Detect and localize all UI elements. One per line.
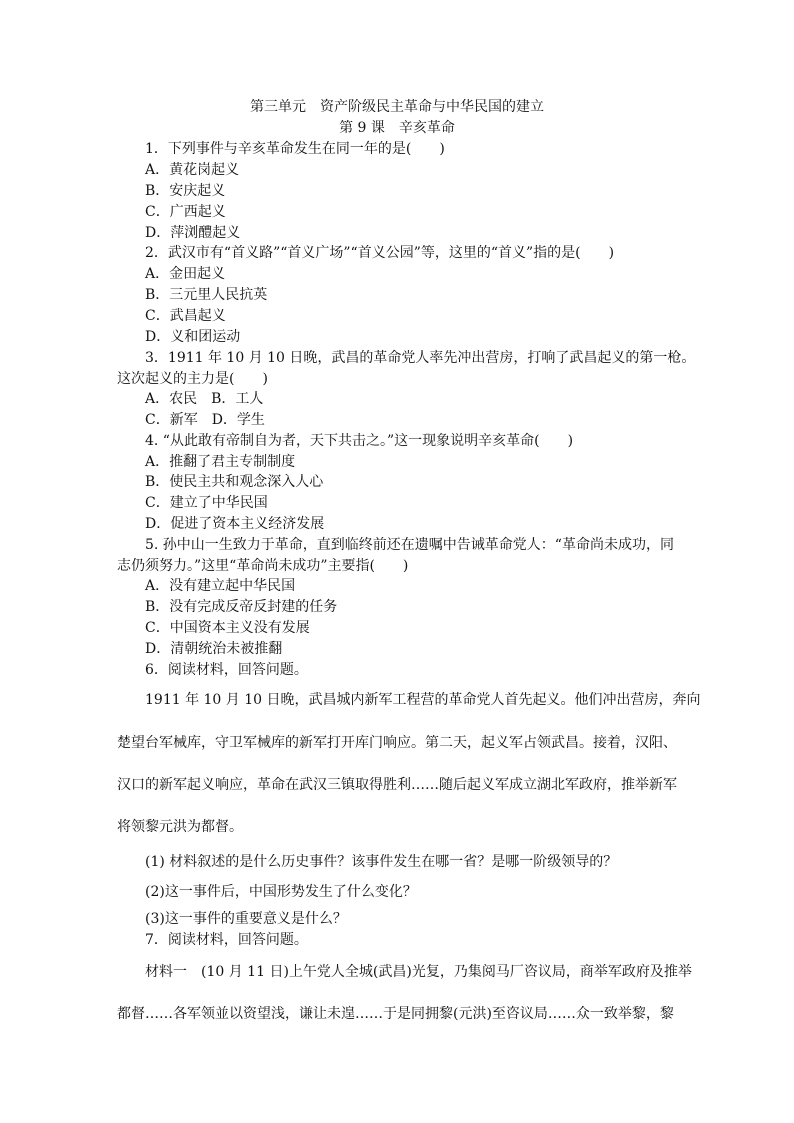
question-5-option-a: A．没有建立起中华民国 [145,578,296,594]
question-4-option-c: C．建立了中华民国 [145,495,268,511]
question-5-stem: 5. 孙中山一生致力于革命，直到临终前还在遗嘱中告诫革命党人：“革命尚未成功，同 [145,537,674,553]
question-6-material-line: 1911 年 10 月 10 日晚，武昌城内新军工程营的革命党人首先起义。他们冲出营房，奔向 [145,692,701,708]
question-2-option-d: D．义和团运动 [145,329,241,345]
question-7-material-line: 都督……各军领並以资望浅，谦让未遑……于是同拥黎(元洪)至咨议局……众一致举黎，黎 [117,1006,674,1022]
question-6-material-line: 汉口的新军起义响应，革命在武汉三镇取得胜利……随后起义军成立湖北军政府，推举新军 [117,777,677,793]
question-3-stem: 3．1911 年 10 月 10 日晚，武昌的革命党人率先冲出营房，打响了武昌起义的第一枪。 [145,350,696,366]
question-6-material-line: 楚望台军械库，守卫军械库的新军打开库门响应。第二天，起义军占领武昌。接着，汉阳、 [117,735,677,751]
question-6-material-line: 将领黎元洪为都督。 [117,819,243,835]
question-6-subquestion-1: (1) 材料叙述的是什么历史事件？该事件发生在哪一省？是哪一阶级领导的？ [145,854,618,870]
question-1-option-b: B．安庆起义 [145,183,226,199]
question-4-option-d: D．促进了资本主义经济发展 [145,516,325,532]
question-2-option-a: A．金田起义 [145,266,226,282]
question-3-options-cd: C．新军 D．学生 [145,412,265,428]
question-7-material-line: 材料一 (10 月 11 日)上午党人全城(武昌)光复，乃集阅马厂咨议局，商举军政府及推举 [145,964,692,980]
question-3-stem-continued: 这次起义的主力是( ) [117,371,268,387]
question-1-option-d: D．萍浏醴起义 [145,225,241,241]
question-2-stem: 2．武汉市有“首义路”“首义广场”“首义公园”等，这里的“首义”指的是( ) [145,245,615,261]
question-4-option-a: A．推翻了君主专制制度 [145,454,296,470]
question-1-option-a: A．黄花岗起义 [145,162,240,178]
question-6-stem: 6．阅读材料，回答问题。 [145,662,308,678]
question-1-stem: 1．下列事件与辛亥革命发生在同一年的是( ) [145,141,445,157]
question-7-stem: 7．阅读材料，回答问题。 [145,932,308,948]
question-2-option-b: B．三元里人民抗英 [145,287,268,303]
question-5-option-d: D．清朝统治未被推翻 [145,641,283,657]
lesson-title: 第 9 课 辛亥革命 [339,120,455,136]
question-5-option-c: C．中国资本主义没有发展 [145,620,310,636]
question-2-option-c: C．武昌起义 [145,308,226,324]
unit-title: 第三单元 资产阶级民主革命与中华民国的建立 [250,99,544,115]
question-6-subquestion-2: (2)这一事件后，中国形势发生了什么变化？ [145,884,417,900]
question-1-option-c: C．广西起义 [145,204,226,220]
question-4-stem: 4. “从此敢有帝制自为者，天下共击之。”这一现象说明辛亥革命( ) [145,433,574,449]
question-5-stem-continued: 志仍须努力。”这里“革命尚未成功”主要指( ) [117,558,409,574]
question-6-subquestion-3: (3)这一事件的重要意义是什么？ [145,911,347,927]
question-4-option-b: B．使民主共和观念深入人心 [145,474,324,490]
question-5-option-b: B．没有完成反帝反封建的任务 [145,599,338,615]
question-3-options-ab: A．农民 B．工人 [145,391,264,407]
